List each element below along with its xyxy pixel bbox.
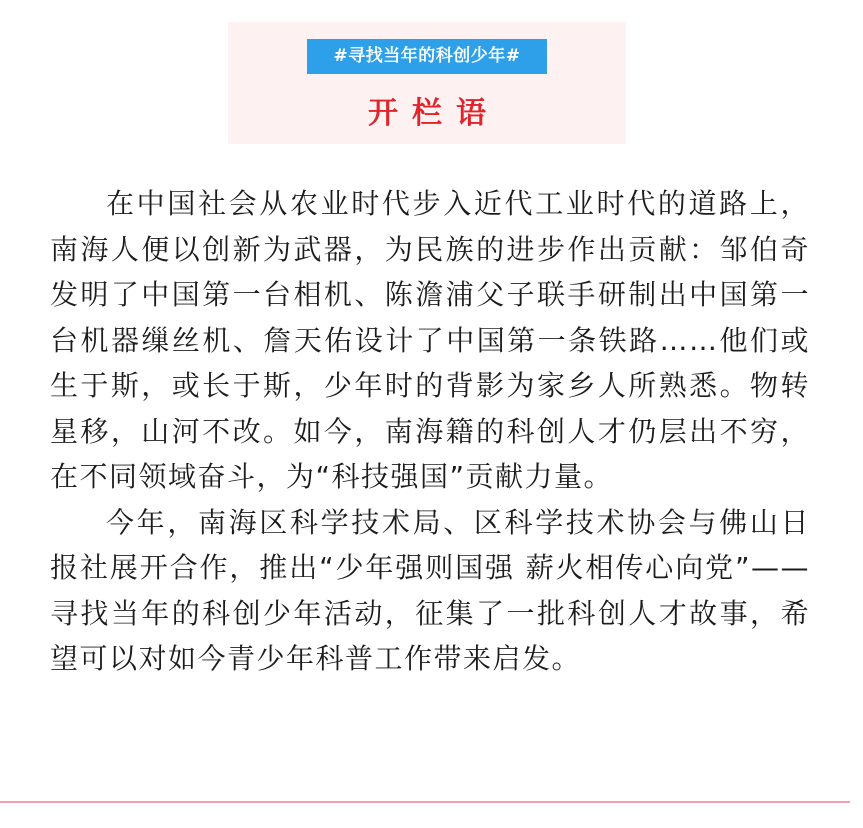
article-body	[50, 181, 810, 682]
paragraph-2: 今年，南海区科学技术局、区科学技术协会与佛山日报社展开合作，推出“少年强则国强 薪火相传心向党”——寻找当年的科创少年活动，征集了一批科创人才故事，希望可以对如今青少年科普工作带来启发。	[50, 505, 810, 675]
paragraph-1: 在中国社会从农业时代步入近代工业时代的道路上，南海人便以创新为武器，为民族的进步作出贡献：邹伯奇发明了中国第一台相机、陈澹浦父子联手研制出中国第一台机器缫丝机、詹天佑设计了中国第一条铁路……他们或生于斯，或长于斯，少年时的背影为家乡人所熟悉。物转星移，山河不改。如今，南海籍的科创人才仍层出不穷，在不同领域奋斗，为“科技强国”贡献力量。	[50, 187, 810, 493]
column-title: 开栏语	[368, 96, 500, 131]
bottom-divider	[0, 801, 850, 803]
hashtag-tag: #寻找当年的科创少年#	[307, 39, 547, 74]
